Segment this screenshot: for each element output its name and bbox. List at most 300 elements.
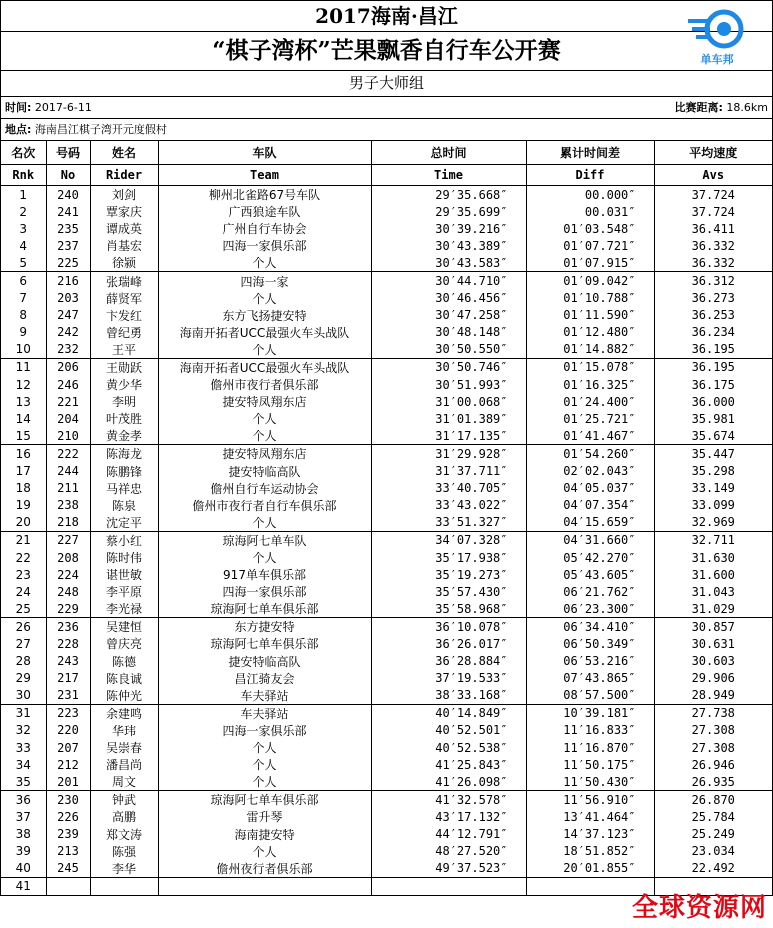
cell-speed: 31.600	[654, 566, 772, 583]
cell-rider: 肖基宏	[90, 237, 158, 254]
cell-time: 30′47.258″	[371, 307, 526, 324]
cell-time: 30′44.710″	[371, 272, 526, 290]
cell-speed: 31.043	[654, 583, 772, 600]
cell-rider	[90, 877, 158, 895]
cell-speed: 27.308	[654, 722, 772, 739]
col-header-team: 车队	[158, 141, 371, 165]
cell-team: 个人	[158, 410, 371, 427]
cell-rider: 钟武	[90, 791, 158, 809]
place-value: 海南昌江棋子湾开元度假村	[34, 123, 167, 136]
cell-number: 227	[46, 531, 90, 549]
cell-time: 36′26.017″	[371, 635, 526, 652]
cell-number: 203	[46, 290, 90, 307]
cell-time: 35′19.273″	[371, 566, 526, 583]
cell-diff: 08′57.500″	[526, 687, 654, 705]
cell-rider: 谭成英	[90, 220, 158, 237]
title-line2: “棋子湾杯”芒果飘香自行车公开赛	[1, 32, 772, 71]
cell-team: 东方捷安特	[158, 618, 371, 636]
distance-value: 18.6km	[726, 101, 768, 114]
cell-team: 车夫驿站	[158, 687, 371, 705]
cell-diff: 01′54.260″	[526, 445, 654, 463]
cell-diff: 01′25.721″	[526, 410, 654, 427]
table-row	[1, 410, 772, 427]
cell-rider: 张瑞峰	[90, 272, 158, 290]
table-row	[1, 445, 772, 463]
cell-rider: 黄少华	[90, 376, 158, 393]
cell-speed: 36.411	[654, 220, 772, 237]
col-header-rank-en: Rnk	[1, 165, 46, 186]
cell-diff: 04′05.037″	[526, 480, 654, 497]
cell-time: 30′50.746″	[371, 358, 526, 376]
table-row	[1, 583, 772, 600]
table-row	[1, 220, 772, 237]
cell-speed: 30.857	[654, 618, 772, 636]
table-row	[1, 566, 772, 583]
cell-team: 个人	[158, 427, 371, 445]
place-label: 地点:	[5, 123, 32, 136]
cell-rank: 24	[15, 584, 31, 599]
cell-team: 四海一家	[158, 272, 371, 290]
cell-number: 226	[46, 808, 90, 825]
cell-team: 雷升琴	[158, 808, 371, 825]
cell-number: 216	[46, 272, 90, 290]
cell-diff: 01′07.915″	[526, 254, 654, 272]
cell-number: 230	[46, 791, 90, 809]
cell-time: 31′37.711″	[371, 463, 526, 480]
cell-time: 30′51.993″	[371, 376, 526, 393]
cell-speed: 28.949	[654, 687, 772, 705]
table-row	[1, 860, 772, 878]
cell-speed: 26.870	[654, 791, 772, 809]
col-header-name-en: Rider	[90, 165, 158, 186]
cell-time: 40′52.538″	[371, 739, 526, 756]
cell-rider: 陈良诚	[90, 670, 158, 687]
cell-diff: 11′16.870″	[526, 739, 654, 756]
cell-rank: 7	[19, 291, 28, 306]
cell-time: 49′37.523″	[371, 860, 526, 878]
cell-speed: 36.332	[654, 254, 772, 272]
cell-time: 31′17.135″	[371, 427, 526, 445]
cell-number: 248	[46, 583, 90, 600]
cell-rank: 38	[15, 827, 31, 842]
cell-rank: 32	[15, 723, 31, 738]
cell-diff: 01′14.882″	[526, 341, 654, 359]
cell-rider: 周文	[90, 773, 158, 791]
cell-rank: 11	[15, 360, 31, 375]
cell-rider: 陈泉	[90, 497, 158, 514]
cell-diff: 00.000″	[526, 186, 654, 204]
cell-rank: 13	[15, 394, 31, 409]
cell-rider: 潘昌尚	[90, 756, 158, 773]
cell-speed: 35.298	[654, 463, 772, 480]
table-row	[1, 254, 772, 272]
cell-time: 35′57.430″	[371, 583, 526, 600]
cell-number	[46, 877, 90, 895]
cell-diff: 20′01.855″	[526, 860, 654, 878]
cell-diff: 06′50.349″	[526, 635, 654, 652]
table-row	[1, 237, 772, 254]
cell-rider: 蔡小红	[90, 531, 158, 549]
cell-time: 41′25.843″	[371, 756, 526, 773]
cell-time: 33′40.705″	[371, 480, 526, 497]
cell-time: 29′35.699″	[371, 203, 526, 220]
cell-diff: 04′15.659″	[526, 514, 654, 532]
cell-diff: 01′41.467″	[526, 427, 654, 445]
cell-team: 个人	[158, 843, 371, 860]
cell-rank: 4	[19, 238, 28, 253]
cell-rank: 2	[19, 204, 28, 219]
cell-number: 222	[46, 445, 90, 463]
cell-team: 车夫驿站	[158, 704, 371, 722]
cell-rank: 40	[1, 860, 46, 878]
cell-rank: 36	[15, 792, 31, 807]
cell-speed: 22.492	[654, 860, 772, 878]
cell-diff: 14′37.123″	[526, 825, 654, 842]
cell-rank: 21	[15, 533, 31, 548]
cell-time: 35′58.968″	[371, 600, 526, 618]
cell-diff: 01′09.042″	[526, 272, 654, 290]
cell-rider: 李平原	[90, 583, 158, 600]
table-row	[1, 497, 772, 514]
cell-team: 捷安特临高队	[158, 463, 371, 480]
cell-team: 个人	[158, 773, 371, 791]
cell-team: 四海一家俱乐部	[158, 583, 371, 600]
cell-diff: 13′41.464″	[526, 808, 654, 825]
table-row	[1, 186, 772, 204]
cell-time: 35′17.938″	[371, 549, 526, 566]
cell-speed: 26.935	[654, 773, 772, 791]
cell-speed: 23.034	[654, 843, 772, 860]
cell-rider: 覃家庆	[90, 203, 158, 220]
cell-diff: 01′07.721″	[526, 237, 654, 254]
cell-rank: 22	[15, 550, 31, 565]
col-header-time: 总时间	[371, 141, 526, 165]
col-header-diff: 累计时间差	[526, 141, 654, 165]
cell-team: 广州自行车协会	[158, 220, 371, 237]
cell-team: 个人	[158, 254, 371, 272]
cell-time: 30′50.550″	[371, 341, 526, 359]
cell-rider: 陈海龙	[90, 445, 158, 463]
cell-rank: 35	[1, 773, 46, 791]
cell-rank: 6	[19, 274, 28, 289]
cell-number: 201	[46, 773, 90, 791]
table-row	[1, 463, 772, 480]
cell-team: 琼海阿七单车队	[158, 531, 371, 549]
cell-speed: 36.273	[654, 290, 772, 307]
cell-speed: 32.969	[654, 514, 772, 532]
cell-number: 247	[46, 307, 90, 324]
results-table	[1, 141, 772, 895]
cell-diff: 11′16.833″	[526, 722, 654, 739]
cell-time: 41′32.578″	[371, 791, 526, 809]
table-row	[1, 393, 772, 410]
cell-rider: 王勋跃	[90, 358, 158, 376]
cell-number: 232	[46, 341, 90, 359]
cell-number: 224	[46, 566, 90, 583]
meta-time-row	[1, 97, 772, 119]
cell-speed: 36.332	[654, 237, 772, 254]
cell-rank: 26	[15, 619, 31, 634]
cell-rank: 30	[1, 687, 46, 705]
cell-team: 儋州自行车运动协会	[158, 480, 371, 497]
cell-speed: 33.149	[654, 480, 772, 497]
cell-time: 34′07.328″	[371, 531, 526, 549]
table-row	[1, 756, 772, 773]
table-row	[1, 739, 772, 756]
cell-team: 四海一家俱乐部	[158, 722, 371, 739]
col-header-number-en: No	[46, 165, 90, 186]
table-row	[1, 549, 772, 566]
cell-rider: 沈定平	[90, 514, 158, 532]
cell-number: 241	[46, 203, 90, 220]
cell-time: 31′00.068″	[371, 393, 526, 410]
col-header-rank: 名次	[1, 141, 46, 165]
cell-rider: 刘剑	[90, 186, 158, 204]
cell-rider: 徐颍	[90, 254, 158, 272]
cell-rider: 黄金孝	[90, 427, 158, 445]
cell-number: 217	[46, 670, 90, 687]
cell-rider: 华玮	[90, 722, 158, 739]
cell-team: 四海一家俱乐部	[158, 237, 371, 254]
cell-rider: 卞发红	[90, 307, 158, 324]
cell-time: 30′43.389″	[371, 237, 526, 254]
time-label: 时间:	[5, 101, 32, 114]
cell-speed: 36.195	[654, 341, 772, 359]
cell-rider: 薛贤军	[90, 290, 158, 307]
cell-rank: 5	[1, 254, 46, 272]
cell-rank: 29	[15, 671, 31, 686]
cell-team: 琼海阿七单车俱乐部	[158, 600, 371, 618]
cell-rank: 33	[15, 740, 31, 755]
cell-number: 243	[46, 653, 90, 670]
cell-rank: 34	[15, 757, 31, 772]
table-row	[1, 825, 772, 842]
table-row	[1, 341, 772, 359]
cell-speed: 25.249	[654, 825, 772, 842]
table-row	[1, 791, 772, 809]
table-row	[1, 514, 772, 532]
col-header-time-en: Time	[371, 165, 526, 186]
cell-number: 245	[46, 860, 90, 878]
col-header-diff-en: Diff	[526, 165, 654, 186]
cell-diff: 06′53.216″	[526, 653, 654, 670]
cell-diff: 01′24.400″	[526, 393, 654, 410]
cell-rank: 23	[15, 567, 31, 582]
cell-number: 204	[46, 410, 90, 427]
table-row	[1, 635, 772, 652]
cell-diff: 01′11.590″	[526, 307, 654, 324]
cell-rider: 余建鸣	[90, 704, 158, 722]
cell-speed: 36.312	[654, 272, 772, 290]
cell-rider: 王平	[90, 341, 158, 359]
table-row	[1, 653, 772, 670]
cell-rank: 16	[15, 446, 31, 461]
cell-team: 个人	[158, 549, 371, 566]
cell-time: 30′48.148″	[371, 324, 526, 341]
cell-team: 儋州市夜行者自行车俱乐部	[158, 497, 371, 514]
logo	[684, 9, 750, 67]
cell-time: 43′17.132″	[371, 808, 526, 825]
table-row	[1, 427, 772, 445]
col-header-speed: 平均速度	[654, 141, 772, 165]
cell-rank: 28	[15, 654, 31, 669]
cell-number: 220	[46, 722, 90, 739]
cell-rank: 39	[15, 844, 31, 859]
cell-number: 221	[46, 393, 90, 410]
cell-rider: 谌世敏	[90, 566, 158, 583]
time-value: 2017-6-11	[34, 101, 92, 114]
cell-time: 31′29.928″	[371, 445, 526, 463]
cell-number: 211	[46, 480, 90, 497]
cell-rank: 1	[19, 187, 28, 202]
cell-number: 244	[46, 463, 90, 480]
cell-diff: 11′50.175″	[526, 756, 654, 773]
cyclist-logo-icon	[684, 9, 750, 53]
table-row	[1, 480, 772, 497]
cell-speed: 37.724	[654, 186, 772, 204]
cell-number: 240	[46, 186, 90, 204]
cell-diff: 04′31.660″	[526, 531, 654, 549]
cell-time: 36′10.078″	[371, 618, 526, 636]
cell-team: 海南捷安特	[158, 825, 371, 842]
cell-number: 238	[46, 497, 90, 514]
cell-rank: 9	[19, 325, 28, 340]
cell-diff: 01′16.325″	[526, 376, 654, 393]
cell-team: 捷安特临高队	[158, 653, 371, 670]
cell-speed: 30.603	[654, 653, 772, 670]
table-row	[1, 290, 772, 307]
cell-number: 218	[46, 514, 90, 532]
cell-diff: 01′12.480″	[526, 324, 654, 341]
cell-team: 琼海阿七单车俱乐部	[158, 791, 371, 809]
cell-team: 柳州北雀路67号车队	[158, 186, 371, 204]
cell-rider: 马祥忠	[90, 480, 158, 497]
cell-diff: 04′07.354″	[526, 497, 654, 514]
cell-diff: 01′10.788″	[526, 290, 654, 307]
cell-number: 228	[46, 635, 90, 652]
cell-number: 242	[46, 324, 90, 341]
table-row	[1, 687, 772, 705]
cell-diff: 05′42.270″	[526, 549, 654, 566]
cell-team: 东方飞扬捷安特	[158, 307, 371, 324]
cell-diff: 06′21.762″	[526, 583, 654, 600]
cell-rider: 李明	[90, 393, 158, 410]
cell-number: 239	[46, 825, 90, 842]
table-row	[1, 722, 772, 739]
table-row	[1, 272, 772, 290]
cell-rider: 李华	[90, 860, 158, 878]
table-row	[1, 203, 772, 220]
cell-rider: 曾庆亮	[90, 635, 158, 652]
cell-diff: 01′03.548″	[526, 220, 654, 237]
table-row	[1, 773, 772, 791]
cell-diff: 06′23.300″	[526, 600, 654, 618]
col-header-name: 姓名	[90, 141, 158, 165]
cell-team: 个人	[158, 739, 371, 756]
cell-team: 917单车俱乐部	[158, 566, 371, 583]
cell-time: 38′33.168″	[371, 687, 526, 705]
cell-time: 30′46.456″	[371, 290, 526, 307]
cell-number: 207	[46, 739, 90, 756]
table-row	[1, 808, 772, 825]
cell-rank: 8	[19, 308, 28, 323]
cell-speed: 27.308	[654, 739, 772, 756]
cell-rider: 高鹏	[90, 808, 158, 825]
cell-rider: 陈仲光	[90, 687, 158, 705]
cell-rider: 李光禄	[90, 600, 158, 618]
col-header-speed-en: Avs	[654, 165, 772, 186]
cell-time: 44′12.791″	[371, 825, 526, 842]
cell-speed: 35.447	[654, 445, 772, 463]
cell-team: 儋州夜行者俱乐部	[158, 860, 371, 878]
cell-speed: 27.738	[654, 704, 772, 722]
cell-rider: 吴崇春	[90, 739, 158, 756]
cell-rider: 郑文涛	[90, 825, 158, 842]
cell-team: 广西狼途车队	[158, 203, 371, 220]
cell-diff: 00.031″	[526, 203, 654, 220]
cell-speed: 29.906	[654, 670, 772, 687]
cell-speed: 36.195	[654, 358, 772, 376]
cell-speed: 30.631	[654, 635, 772, 652]
title-line1: 2017海南·昌江	[1, 1, 772, 32]
cell-team: 个人	[158, 341, 371, 359]
cell-rank: 27	[15, 636, 31, 651]
cell-time: 31′01.389″	[371, 410, 526, 427]
cell-time: 33′43.022″	[371, 497, 526, 514]
cell-team: 海南开拓者UCC最强火车头战队	[158, 358, 371, 376]
cell-team: 儋州市夜行者俱乐部	[158, 376, 371, 393]
group-title: 男子大师组	[1, 71, 772, 97]
cell-diff: 18′51.852″	[526, 843, 654, 860]
cell-speed: 31.029	[654, 600, 772, 618]
cell-rank: 10	[1, 341, 46, 359]
cell-team: 个人	[158, 756, 371, 773]
table-row	[1, 618, 772, 636]
cell-speed: 36.234	[654, 324, 772, 341]
cell-time: 40′52.501″	[371, 722, 526, 739]
cell-team: 昌江骑友会	[158, 670, 371, 687]
cell-diff: 11′56.910″	[526, 791, 654, 809]
cell-rank: 3	[19, 221, 28, 236]
cell-time: 41′26.098″	[371, 773, 526, 791]
table-row	[1, 600, 772, 618]
cell-rank: 18	[15, 481, 31, 496]
cell-team: 个人	[158, 290, 371, 307]
cell-number: 246	[46, 376, 90, 393]
cell-time: 36′28.884″	[371, 653, 526, 670]
cell-speed: 26.946	[654, 756, 772, 773]
cell-rider: 吴建恒	[90, 618, 158, 636]
col-header-team-en: Team	[158, 165, 371, 186]
cell-diff: 02′02.043″	[526, 463, 654, 480]
header-row-en	[1, 165, 772, 186]
cell-speed: 36.000	[654, 393, 772, 410]
cell-number: 208	[46, 549, 90, 566]
table-row	[1, 670, 772, 687]
cell-number: 212	[46, 756, 90, 773]
cell-team	[158, 877, 371, 895]
cell-diff: 07′43.865″	[526, 670, 654, 687]
header-row-cn	[1, 141, 772, 165]
cell-speed: 35.981	[654, 410, 772, 427]
cell-number: 237	[46, 237, 90, 254]
watermark-text: 全球资源网	[631, 893, 767, 923]
table-row	[1, 376, 772, 393]
meta-place-row	[1, 119, 772, 141]
cell-number: 210	[46, 427, 90, 445]
cell-rank: 19	[15, 498, 31, 513]
cell-speed: 33.099	[654, 497, 772, 514]
